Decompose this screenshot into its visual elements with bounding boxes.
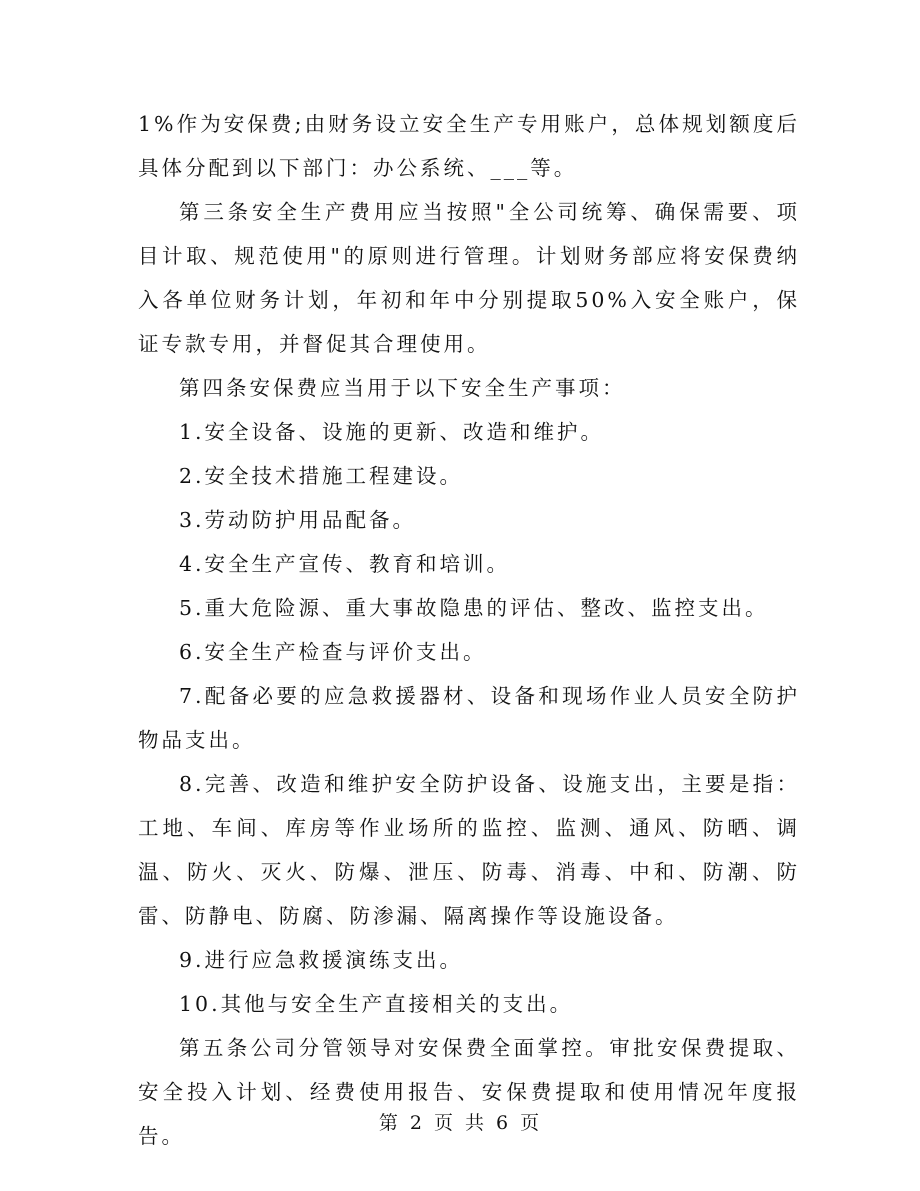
list-item-10: 10.其他与安全生产直接相关的支出。	[179, 992, 574, 1016]
footer-total-prefix: 共	[465, 1112, 487, 1134]
paragraph-article-5: 第五条公司分管领导对安保费全面掌控。审批安保费提取、安全投入计划、经费使用报告、安保费提取和使用情况年度报告。	[138, 1036, 800, 1148]
list-item-6: 6.安全生产检查与评价支出。	[179, 640, 487, 664]
footer-current-page: 2	[409, 1112, 424, 1134]
footer-total-pages: 6	[496, 1112, 511, 1134]
list-item-3: 3.劳动防护用品配备。	[179, 508, 417, 532]
list-item-9: 9.进行应急救援演练支出。	[179, 948, 464, 972]
paragraph-continuation: 1%作为安保费;由财务设立安全生产专用账户，总体规划额度后具体分配到以下部门：办公系统、___等。	[138, 112, 800, 180]
list-item-5: 5.重大危险源、重大事故隐患的评估、整改、监控支出。	[179, 596, 769, 620]
list-item-8: 8.完善、改造和维护安全防护设备、设施支出，主要是指：工地、车间、库房等作业场所的监控、监测、通风、防晒、调温、防火、灭火、防爆、泄压、防毒、消毒、中和、防潮、防雷、防静电、防腐、防渗漏、隔离操作等设施设备。	[138, 772, 800, 928]
list-item-4: 4.安全生产宣传、教育和培训。	[179, 552, 511, 576]
paragraph-article-3: 第三条安全生产费用应当按照"全公司统筹、确保需要、项目计取、规范使用"的原则进行管理。计划财务部应将安保费纳入各单位财务计划，年初和年中分别提取50%入安全账户，保证专款专用，并督促其合理使用。	[138, 200, 800, 356]
list-item-1: 1.安全设备、设施的更新、改造和维护。	[179, 420, 605, 444]
list-item-2: 2.安全技术措施工程建设。	[179, 464, 464, 488]
page-footer	[0, 1108, 920, 1135]
footer-page-word: 页	[433, 1112, 455, 1134]
footer-prefix: 第	[378, 1112, 400, 1134]
document-body	[138, 102, 800, 1158]
list-item-7: 7.配备必要的应急救援器材、设备和现场作业人员安全防护物品支出。	[138, 684, 800, 752]
footer-suffix: 页	[520, 1112, 542, 1134]
paragraph-article-4: 第四条安保费应当用于以下安全生产事项：	[179, 376, 626, 400]
